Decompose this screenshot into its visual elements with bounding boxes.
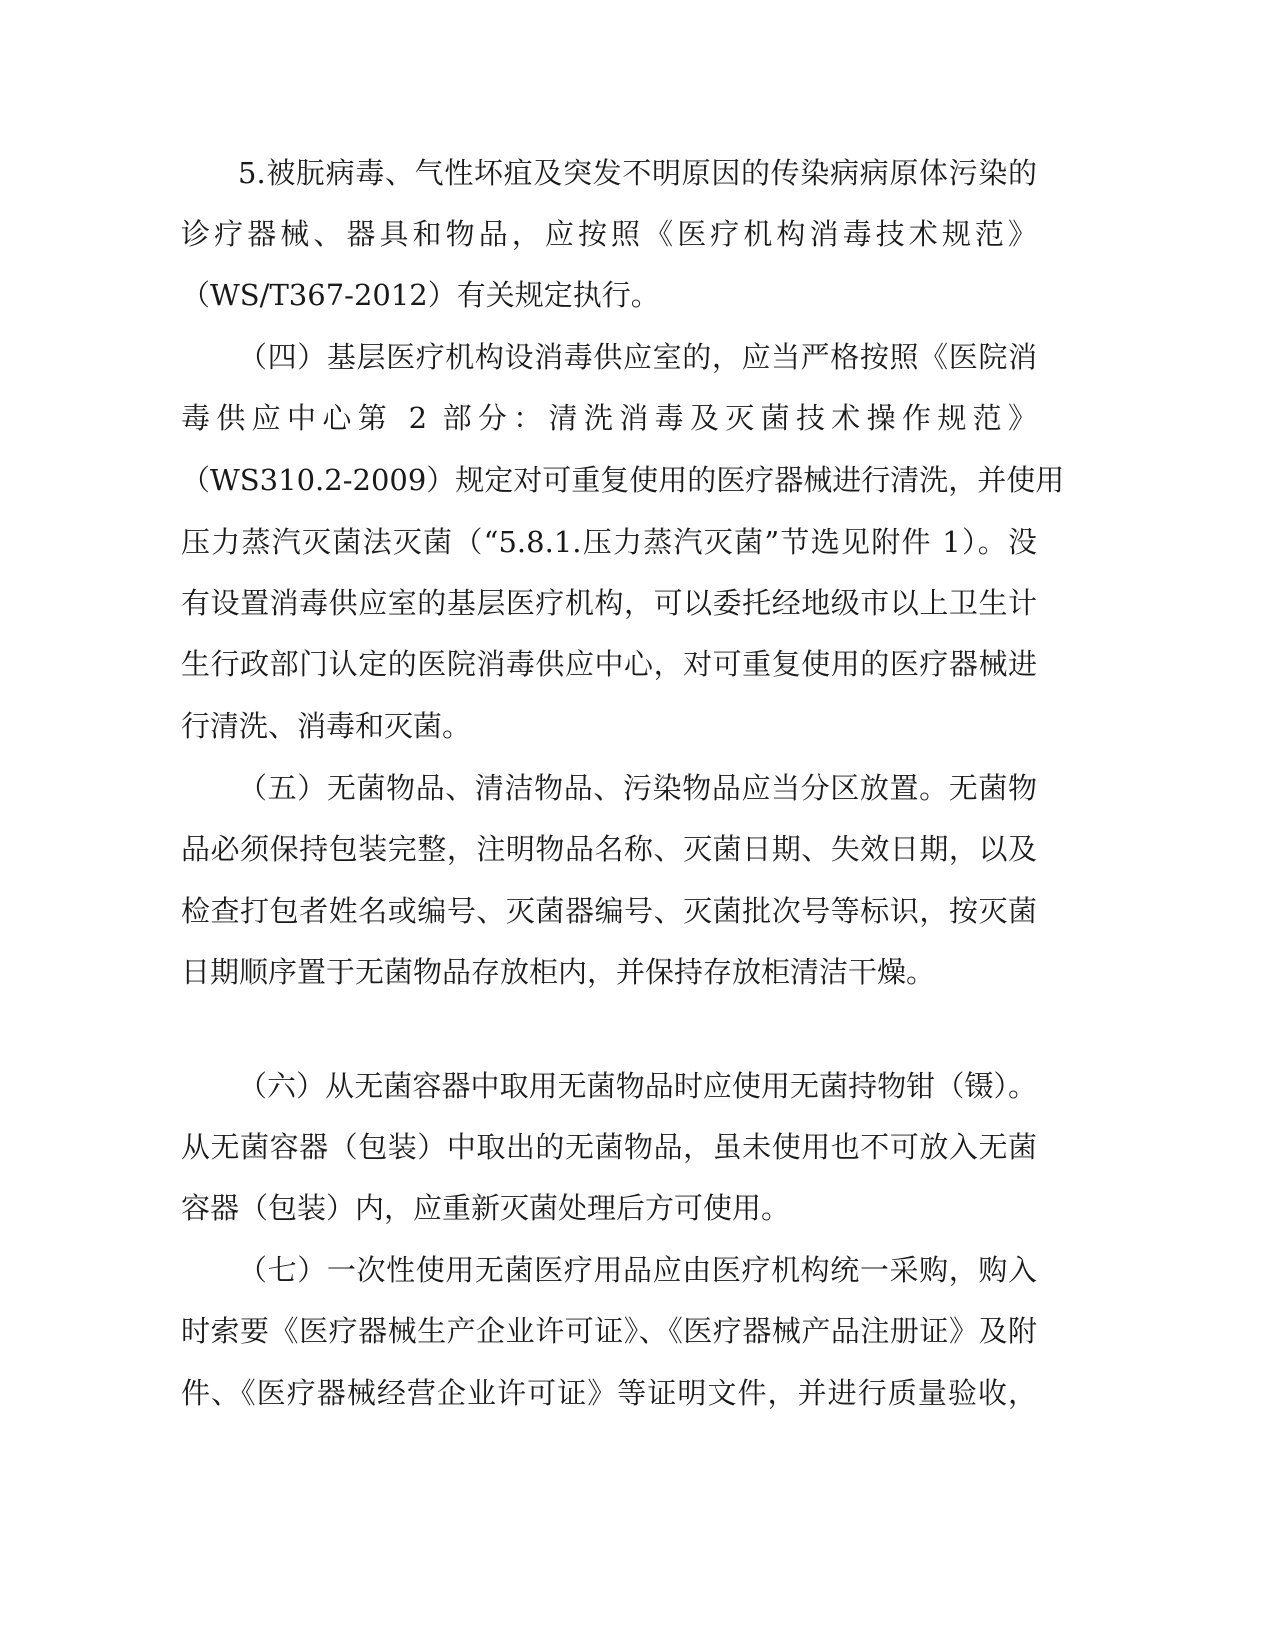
text-line: 压力蒸汽灭菌法灭菌（“5.8.1.压力蒸汽灭菌”节选见附件 1）。没: [181, 525, 1037, 559]
text-line: 行清洗、消毒和灭菌。: [181, 709, 472, 743]
text-line: （七）一次性使用无菌医疗用品应由医疗机构统一采购，购入: [238, 1253, 1037, 1287]
text-line: （六）从无菌容器中取用无菌物品时应使用无菌持物钳（镊）。: [238, 1069, 1037, 1103]
text-line: 日期顺序置于无菌物品存放柜内，并保持存放柜清洁干燥。: [181, 955, 936, 989]
text-line: 检查打包者姓名或编号、灭菌器编号、灭菌批次号等标识，按灭菌: [181, 894, 1037, 928]
text-line: 容器（包装）内，应重新灭菌处理后方可使用。: [181, 1191, 791, 1225]
text-line: 件、《医疗器械经营企业许可证》等证明文件，并进行质量验收，: [181, 1376, 1037, 1410]
text-line: 有设置消毒供应室的基层医疗机构，可以委托经地级市以上卫生计: [181, 586, 1037, 620]
text-line: 时索要《医疗器械生产企业许可证》、《医疗器械产品注册证》及附: [181, 1314, 1037, 1348]
text-line: 5.被朊病毒、气性坏疽及突发不明原因的传染病病原体污染的: [238, 156, 1037, 190]
text-line: （五）无菌物品、清洁物品、污染物品应当分区放置。无菌物: [238, 771, 1037, 805]
text-line: 从无菌容器（包装）中取出的无菌物品，虽未使用也不可放入无菌: [181, 1130, 1037, 1164]
text-line: 毒供应中心第 2 部分：清洗消毒及灭菌技术操作规范》: [181, 401, 1037, 435]
text-line: （WS310.2-2009）规定对可重复使用的医疗器械进行清洗，并使用: [181, 463, 1065, 497]
text-line: 生行政部门认定的医院消毒供应中心，对可重复使用的医疗器械进: [181, 647, 1037, 681]
text-line: （WS/T367-2012）有关规定执行。: [181, 278, 660, 312]
text-line: 诊疗器械、器具和物品，应按照《医疗机构消毒技术规范》: [181, 217, 1037, 251]
text-line: （四）基层医疗机构设消毒供应室的，应当严格按照《医院消: [238, 340, 1037, 374]
text-line: 品必须保持包装完整，注明物品名称、灭菌日期、失效日期，以及: [181, 832, 1037, 866]
